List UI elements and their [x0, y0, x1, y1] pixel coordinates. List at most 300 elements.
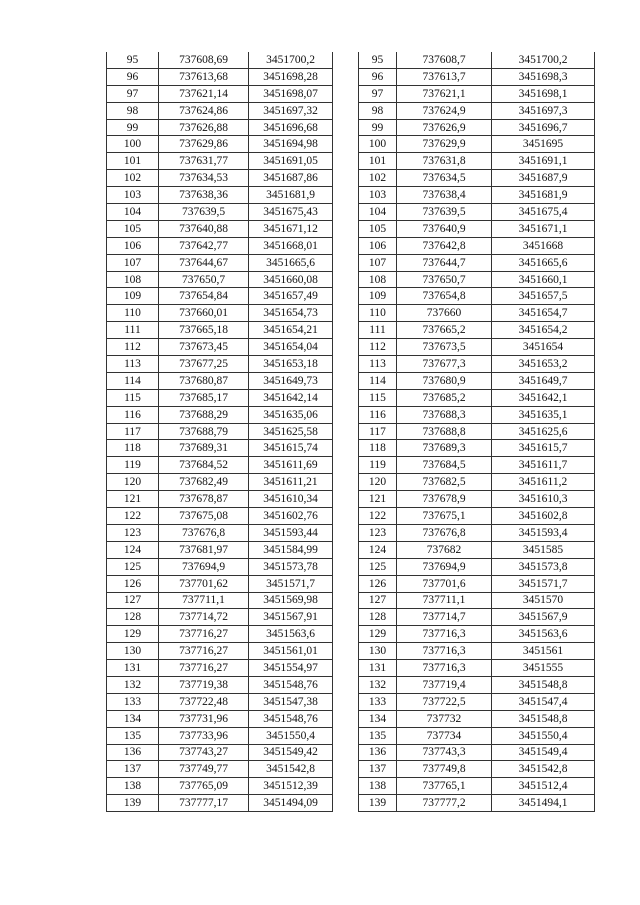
y-coordinate-cell: 3451512,39 [249, 778, 333, 795]
y-coordinate-cell: 3451697,3 [492, 102, 595, 119]
x-coordinate-cell: 737634,53 [159, 170, 249, 187]
point-number-cell: 105 [359, 220, 397, 237]
point-number-cell: 133 [107, 693, 159, 710]
table-row [107, 136, 333, 153]
point-number-cell: 109 [359, 288, 397, 305]
table-row [359, 660, 595, 677]
y-coordinate-cell: 3451657,5 [492, 288, 595, 305]
x-coordinate-cell: 737731,96 [159, 710, 249, 727]
x-coordinate-cell: 737654,84 [159, 288, 249, 305]
x-coordinate-cell: 737613,7 [397, 68, 492, 85]
x-coordinate-cell: 737631,8 [397, 153, 492, 170]
point-number-cell: 113 [359, 356, 397, 373]
table-row [359, 220, 595, 237]
x-coordinate-cell: 737680,9 [397, 372, 492, 389]
point-number-cell: 119 [107, 457, 159, 474]
x-coordinate-cell: 737733,96 [159, 727, 249, 744]
point-number-cell: 132 [107, 676, 159, 693]
point-number-cell: 112 [107, 339, 159, 356]
y-coordinate-cell: 3451611,21 [249, 474, 333, 491]
table-row [107, 339, 333, 356]
table-row [359, 524, 595, 541]
point-number-cell: 132 [359, 676, 397, 693]
table-row [107, 795, 333, 812]
y-coordinate-cell: 3451691,1 [492, 153, 595, 170]
point-number-cell: 138 [107, 778, 159, 795]
table-row [107, 389, 333, 406]
point-number-cell: 135 [359, 727, 397, 744]
table-row [107, 660, 333, 677]
point-number-cell: 117 [107, 423, 159, 440]
table-row [359, 305, 595, 322]
y-coordinate-cell: 3451675,43 [249, 204, 333, 221]
table-row [359, 389, 595, 406]
x-coordinate-cell: 737749,77 [159, 761, 249, 778]
point-number-cell: 102 [107, 170, 159, 187]
x-coordinate-cell: 737675,1 [397, 508, 492, 525]
table-row [107, 643, 333, 660]
table-row [359, 187, 595, 204]
y-coordinate-cell: 3451671,1 [492, 220, 595, 237]
y-coordinate-cell: 3451675,4 [492, 204, 595, 221]
y-coordinate-cell: 3451602,76 [249, 508, 333, 525]
y-coordinate-cell: 3451550,4 [492, 727, 595, 744]
x-coordinate-cell: 737682,49 [159, 474, 249, 491]
x-coordinate-cell: 737684,52 [159, 457, 249, 474]
point-number-cell: 98 [359, 102, 397, 119]
x-coordinate-cell: 737639,5 [397, 204, 492, 221]
point-number-cell: 136 [107, 744, 159, 761]
point-number-cell: 133 [359, 693, 397, 710]
y-coordinate-cell: 3451547,38 [249, 693, 333, 710]
y-coordinate-cell: 3451697,32 [249, 102, 333, 119]
x-coordinate-cell: 737642,77 [159, 237, 249, 254]
table-row [359, 339, 595, 356]
x-coordinate-cell: 737629,86 [159, 136, 249, 153]
x-coordinate-cell: 737673,5 [397, 339, 492, 356]
point-number-cell: 126 [359, 575, 397, 592]
y-coordinate-cell: 3451696,7 [492, 119, 595, 136]
y-coordinate-cell: 3451549,42 [249, 744, 333, 761]
point-number-cell: 123 [359, 524, 397, 541]
y-coordinate-cell: 3451615,74 [249, 440, 333, 457]
y-coordinate-cell: 3451698,1 [492, 85, 595, 102]
x-coordinate-cell: 737678,9 [397, 491, 492, 508]
point-number-cell: 111 [107, 322, 159, 339]
y-coordinate-cell: 3451569,98 [249, 592, 333, 609]
table-row [359, 356, 595, 373]
table-row [359, 85, 595, 102]
table-row [107, 761, 333, 778]
y-coordinate-cell: 3451700,2 [249, 52, 333, 68]
point-number-cell: 126 [107, 575, 159, 592]
point-number-cell: 107 [359, 254, 397, 271]
point-number-cell: 104 [107, 204, 159, 221]
table-row [107, 356, 333, 373]
y-coordinate-cell: 3451585 [492, 541, 595, 558]
y-coordinate-cell: 3451548,76 [249, 676, 333, 693]
y-coordinate-cell: 3451611,2 [492, 474, 595, 491]
x-coordinate-cell: 737639,5 [159, 204, 249, 221]
y-coordinate-cell: 3451611,69 [249, 457, 333, 474]
x-coordinate-cell: 737631,77 [159, 153, 249, 170]
point-number-cell: 114 [359, 372, 397, 389]
x-coordinate-cell: 737685,17 [159, 389, 249, 406]
point-number-cell: 108 [107, 271, 159, 288]
table-row [359, 102, 595, 119]
table-row [107, 693, 333, 710]
point-number-cell: 123 [107, 524, 159, 541]
table-row [359, 541, 595, 558]
x-coordinate-cell: 737688,3 [397, 406, 492, 423]
table-row [107, 727, 333, 744]
y-coordinate-cell: 3451548,76 [249, 710, 333, 727]
table-row [107, 288, 333, 305]
table-row [359, 643, 595, 660]
y-coordinate-cell: 3451657,49 [249, 288, 333, 305]
y-coordinate-cell: 3451635,06 [249, 406, 333, 423]
point-number-cell: 135 [107, 727, 159, 744]
x-coordinate-cell: 737624,86 [159, 102, 249, 119]
point-number-cell: 112 [359, 339, 397, 356]
point-number-cell: 99 [107, 119, 159, 136]
y-coordinate-cell: 3451563,6 [492, 626, 595, 643]
table-row [359, 761, 595, 778]
table-row [107, 220, 333, 237]
x-coordinate-cell: 737665,18 [159, 322, 249, 339]
y-coordinate-cell: 3451494,1 [492, 795, 595, 812]
y-coordinate-cell: 3451698,3 [492, 68, 595, 85]
x-coordinate-cell: 737722,48 [159, 693, 249, 710]
point-number-cell: 138 [359, 778, 397, 795]
table-row [107, 541, 333, 558]
x-coordinate-cell: 737714,7 [397, 609, 492, 626]
point-number-cell: 103 [359, 187, 397, 204]
table-row [107, 609, 333, 626]
x-coordinate-cell: 737650,7 [159, 271, 249, 288]
table-row [359, 609, 595, 626]
table-row [359, 558, 595, 575]
table-row [107, 474, 333, 491]
x-coordinate-cell: 737640,9 [397, 220, 492, 237]
x-coordinate-cell: 737701,62 [159, 575, 249, 592]
y-coordinate-cell: 3451625,58 [249, 423, 333, 440]
y-coordinate-cell: 3451654,21 [249, 322, 333, 339]
table-row [107, 575, 333, 592]
point-number-cell: 129 [359, 626, 397, 643]
y-coordinate-cell: 3451571,7 [249, 575, 333, 592]
x-coordinate-cell: 737634,5 [397, 170, 492, 187]
x-coordinate-cell: 737765,1 [397, 778, 492, 795]
x-coordinate-cell: 737621,1 [397, 85, 492, 102]
y-coordinate-cell: 3451573,78 [249, 558, 333, 575]
x-coordinate-cell: 737701,6 [397, 575, 492, 592]
x-coordinate-cell: 737677,25 [159, 356, 249, 373]
x-coordinate-cell: 737644,67 [159, 254, 249, 271]
x-coordinate-cell: 737638,4 [397, 187, 492, 204]
table-row [359, 52, 595, 68]
y-coordinate-cell: 3451573,8 [492, 558, 595, 575]
table-row [359, 271, 595, 288]
y-coordinate-cell: 3451494,09 [249, 795, 333, 812]
x-coordinate-cell: 737650,7 [397, 271, 492, 288]
point-number-cell: 106 [107, 237, 159, 254]
point-number-cell: 128 [107, 609, 159, 626]
x-coordinate-cell: 737626,88 [159, 119, 249, 136]
table-row [107, 153, 333, 170]
table-row [359, 170, 595, 187]
point-number-cell: 108 [359, 271, 397, 288]
point-number-cell: 105 [107, 220, 159, 237]
y-coordinate-cell: 3451567,9 [492, 609, 595, 626]
point-number-cell: 120 [107, 474, 159, 491]
point-number-cell: 103 [107, 187, 159, 204]
y-coordinate-cell: 3451550,4 [249, 727, 333, 744]
point-number-cell: 136 [359, 744, 397, 761]
y-coordinate-cell: 3451635,1 [492, 406, 595, 423]
table-row [359, 795, 595, 812]
y-coordinate-cell: 3451668,01 [249, 237, 333, 254]
point-number-cell: 113 [107, 356, 159, 373]
y-coordinate-cell: 3451584,99 [249, 541, 333, 558]
y-coordinate-cell: 3451700,2 [492, 52, 595, 68]
table-row [107, 187, 333, 204]
y-coordinate-cell: 3451611,7 [492, 457, 595, 474]
point-number-cell: 125 [359, 558, 397, 575]
x-coordinate-cell: 737673,45 [159, 339, 249, 356]
y-coordinate-cell: 3451665,6 [492, 254, 595, 271]
point-number-cell: 97 [107, 85, 159, 102]
y-coordinate-cell: 3451654,2 [492, 322, 595, 339]
table-row [359, 68, 595, 85]
y-coordinate-cell: 3451561,01 [249, 643, 333, 660]
y-coordinate-cell: 3451512,4 [492, 778, 595, 795]
table-row [107, 457, 333, 474]
x-coordinate-cell: 737682 [397, 541, 492, 558]
table-row [359, 710, 595, 727]
y-coordinate-cell: 3451555 [492, 660, 595, 677]
x-coordinate-cell: 737732 [397, 710, 492, 727]
x-coordinate-cell: 737678,87 [159, 491, 249, 508]
y-coordinate-cell: 3451593,44 [249, 524, 333, 541]
y-coordinate-cell: 3451653,18 [249, 356, 333, 373]
x-coordinate-cell: 737665,2 [397, 322, 492, 339]
y-coordinate-cell: 3451548,8 [492, 710, 595, 727]
x-coordinate-cell: 737613,68 [159, 68, 249, 85]
point-number-cell: 117 [359, 423, 397, 440]
point-number-cell: 122 [107, 508, 159, 525]
table-row [107, 170, 333, 187]
x-coordinate-cell: 737711,1 [159, 592, 249, 609]
point-number-cell: 121 [359, 491, 397, 508]
table-row [359, 204, 595, 221]
x-coordinate-cell: 737716,3 [397, 626, 492, 643]
coordinates-table-left [106, 52, 333, 812]
point-number-cell: 130 [107, 643, 159, 660]
point-number-cell: 115 [359, 389, 397, 406]
point-number-cell: 122 [359, 508, 397, 525]
point-number-cell: 139 [107, 795, 159, 812]
x-coordinate-cell: 737716,27 [159, 660, 249, 677]
x-coordinate-cell: 737675,08 [159, 508, 249, 525]
y-coordinate-cell: 3451696,68 [249, 119, 333, 136]
coordinates-table-right [358, 52, 595, 812]
point-number-cell: 96 [359, 68, 397, 85]
table-row [359, 440, 595, 457]
y-coordinate-cell: 3451654,7 [492, 305, 595, 322]
table-row [107, 626, 333, 643]
x-coordinate-cell: 737660 [397, 305, 492, 322]
y-coordinate-cell: 3451571,7 [492, 575, 595, 592]
x-coordinate-cell: 737642,8 [397, 237, 492, 254]
x-coordinate-cell: 737716,27 [159, 626, 249, 643]
table-row [359, 508, 595, 525]
y-coordinate-cell: 3451687,86 [249, 170, 333, 187]
table-row [107, 491, 333, 508]
y-coordinate-cell: 3451691,05 [249, 153, 333, 170]
table-row [107, 271, 333, 288]
y-coordinate-cell: 3451602,8 [492, 508, 595, 525]
x-coordinate-cell: 737660,01 [159, 305, 249, 322]
point-number-cell: 119 [359, 457, 397, 474]
y-coordinate-cell: 3451561 [492, 643, 595, 660]
x-coordinate-cell: 737694,9 [397, 558, 492, 575]
table-row [107, 52, 333, 68]
x-coordinate-cell: 737777,17 [159, 795, 249, 812]
coordinates-table-left-body [107, 52, 333, 812]
x-coordinate-cell: 737749,8 [397, 761, 492, 778]
x-coordinate-cell: 737688,79 [159, 423, 249, 440]
table-row [107, 676, 333, 693]
x-coordinate-cell: 737777,2 [397, 795, 492, 812]
y-coordinate-cell: 3451554,97 [249, 660, 333, 677]
x-coordinate-cell: 737680,87 [159, 372, 249, 389]
point-number-cell: 101 [107, 153, 159, 170]
point-number-cell: 118 [107, 440, 159, 457]
x-coordinate-cell: 737714,72 [159, 609, 249, 626]
point-number-cell: 137 [359, 761, 397, 778]
coordinates-table-right-body [359, 52, 595, 812]
point-number-cell: 101 [359, 153, 397, 170]
x-coordinate-cell: 737688,29 [159, 406, 249, 423]
point-number-cell: 120 [359, 474, 397, 491]
point-number-cell: 95 [359, 52, 397, 68]
table-row [107, 119, 333, 136]
y-coordinate-cell: 3451653,2 [492, 356, 595, 373]
y-coordinate-cell: 3451615,7 [492, 440, 595, 457]
x-coordinate-cell: 737716,27 [159, 643, 249, 660]
table-row [359, 372, 595, 389]
table-row [107, 372, 333, 389]
point-number-cell: 111 [359, 322, 397, 339]
y-coordinate-cell: 3451698,28 [249, 68, 333, 85]
point-number-cell: 137 [107, 761, 159, 778]
table-row [359, 322, 595, 339]
point-number-cell: 139 [359, 795, 397, 812]
table-row [359, 457, 595, 474]
point-number-cell: 104 [359, 204, 397, 221]
x-coordinate-cell: 737608,7 [397, 52, 492, 68]
point-number-cell: 127 [107, 592, 159, 609]
point-number-cell: 100 [107, 136, 159, 153]
table-row [359, 575, 595, 592]
y-coordinate-cell: 3451547,4 [492, 693, 595, 710]
x-coordinate-cell: 737716,3 [397, 643, 492, 660]
x-coordinate-cell: 737676,8 [159, 524, 249, 541]
point-number-cell: 109 [107, 288, 159, 305]
table-row [359, 136, 595, 153]
y-coordinate-cell: 3451610,3 [492, 491, 595, 508]
point-number-cell: 99 [359, 119, 397, 136]
y-coordinate-cell: 3451671,12 [249, 220, 333, 237]
y-coordinate-cell: 3451542,8 [492, 761, 595, 778]
table-row [107, 68, 333, 85]
y-coordinate-cell: 3451542,8 [249, 761, 333, 778]
table-row [107, 237, 333, 254]
x-coordinate-cell: 737694,9 [159, 558, 249, 575]
x-coordinate-cell: 737719,38 [159, 676, 249, 693]
point-number-cell: 110 [107, 305, 159, 322]
point-number-cell: 121 [107, 491, 159, 508]
point-number-cell: 116 [359, 406, 397, 423]
y-coordinate-cell: 3451563,6 [249, 626, 333, 643]
y-coordinate-cell: 3451660,08 [249, 271, 333, 288]
y-coordinate-cell: 3451654,04 [249, 339, 333, 356]
point-number-cell: 115 [107, 389, 159, 406]
x-coordinate-cell: 737626,9 [397, 119, 492, 136]
point-number-cell: 95 [107, 52, 159, 68]
table-row [359, 626, 595, 643]
table-row [107, 322, 333, 339]
x-coordinate-cell: 737719,4 [397, 676, 492, 693]
y-coordinate-cell: 3451668 [492, 237, 595, 254]
point-number-cell: 125 [107, 558, 159, 575]
point-number-cell: 131 [107, 660, 159, 677]
x-coordinate-cell: 737716,3 [397, 660, 492, 677]
point-number-cell: 124 [359, 541, 397, 558]
point-number-cell: 107 [107, 254, 159, 271]
point-number-cell: 129 [107, 626, 159, 643]
point-number-cell: 128 [359, 609, 397, 626]
x-coordinate-cell: 737743,3 [397, 744, 492, 761]
x-coordinate-cell: 737689,31 [159, 440, 249, 457]
point-number-cell: 97 [359, 85, 397, 102]
x-coordinate-cell: 737682,5 [397, 474, 492, 491]
y-coordinate-cell: 3451610,34 [249, 491, 333, 508]
x-coordinate-cell: 737681,97 [159, 541, 249, 558]
point-number-cell: 98 [107, 102, 159, 119]
point-number-cell: 102 [359, 170, 397, 187]
y-coordinate-cell: 3451660,1 [492, 271, 595, 288]
point-number-cell: 100 [359, 136, 397, 153]
point-number-cell: 106 [359, 237, 397, 254]
point-number-cell: 124 [107, 541, 159, 558]
y-coordinate-cell: 3451570 [492, 592, 595, 609]
table-row [359, 153, 595, 170]
table-row [359, 491, 595, 508]
y-coordinate-cell: 3451695 [492, 136, 595, 153]
y-coordinate-cell: 3451665,6 [249, 254, 333, 271]
table-row [107, 508, 333, 525]
table-row [107, 254, 333, 271]
table-row [107, 710, 333, 727]
point-number-cell: 116 [107, 406, 159, 423]
y-coordinate-cell: 3451593,4 [492, 524, 595, 541]
point-number-cell: 110 [359, 305, 397, 322]
table-row [107, 85, 333, 102]
table-row [359, 119, 595, 136]
point-number-cell: 127 [359, 592, 397, 609]
